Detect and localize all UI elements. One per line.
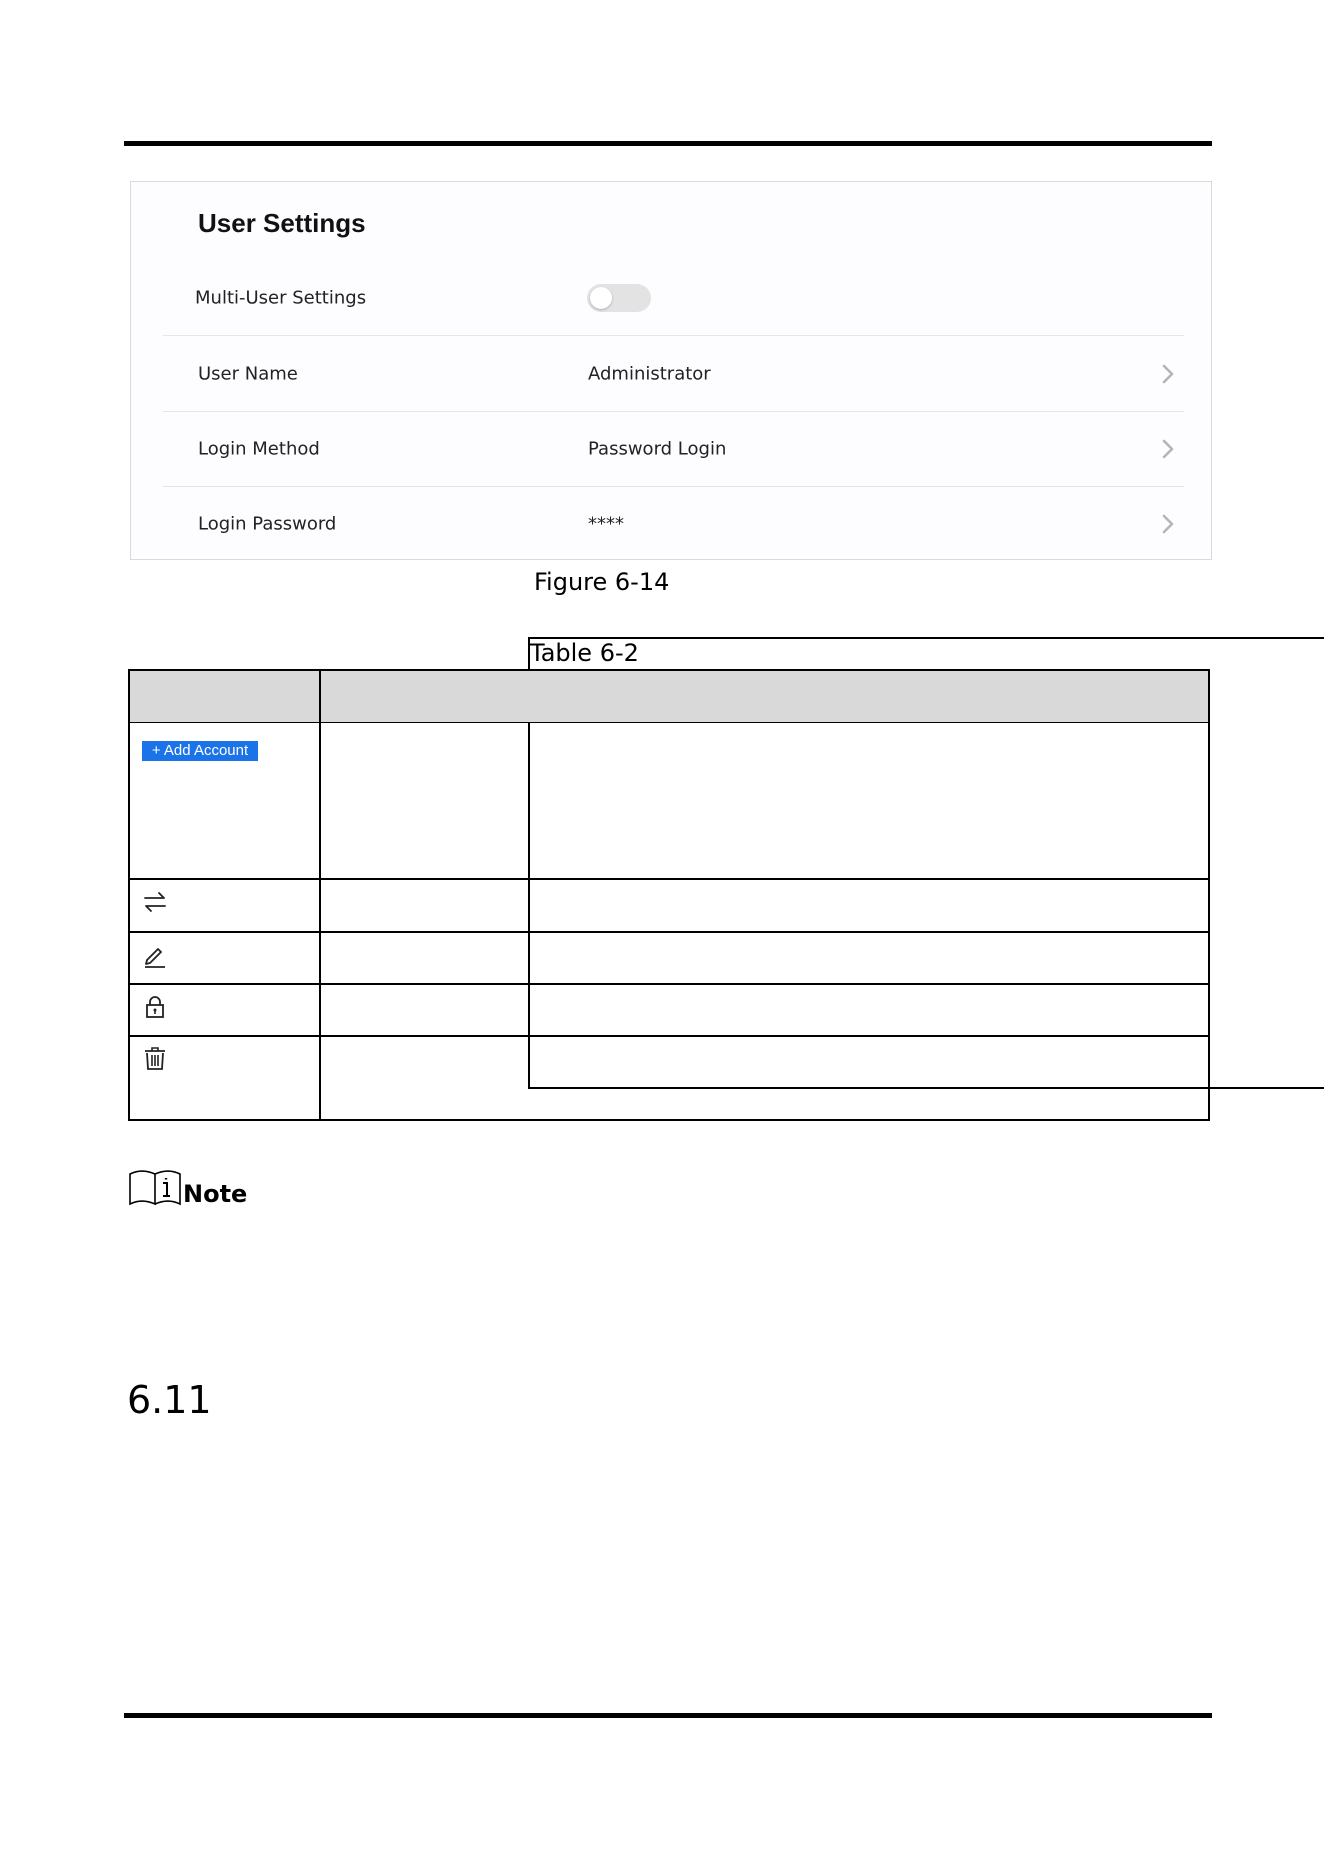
figure-caption: Figure 6-14	[534, 568, 670, 596]
delete-icon	[142, 1045, 168, 1071]
lock-icon	[142, 994, 168, 1020]
toggle-knob	[590, 287, 612, 309]
info-book-icon	[128, 1168, 182, 1208]
login-password-row[interactable]	[163, 486, 1184, 561]
user-name-label: User Name	[198, 363, 298, 384]
row-divider	[130, 931, 1208, 933]
chevron-right-icon	[1156, 437, 1180, 461]
note-label: Note	[183, 1180, 248, 1208]
table-header-row	[130, 671, 1208, 723]
row-divider	[130, 1035, 1208, 1037]
multi-user-toggle[interactable]	[587, 284, 651, 312]
header-rule	[124, 141, 1212, 146]
login-password-value: ****	[588, 513, 624, 534]
chevron-right-icon	[1156, 512, 1180, 536]
user-name-row[interactable]	[163, 336, 1184, 412]
chevron-right-icon	[1156, 362, 1180, 386]
login-method-value: Password Login	[588, 438, 727, 459]
multi-user-settings-label: Multi-User Settings	[195, 287, 367, 308]
user-settings-title: User Settings	[198, 208, 366, 238]
icon-description-table	[128, 669, 1210, 1121]
user-settings-screenshot	[130, 181, 1212, 560]
section-number: 6.11	[127, 1378, 212, 1422]
add-account-button[interactable]: + Add Account	[142, 741, 258, 761]
table-caption: Table 6-2	[528, 637, 1324, 1089]
row-divider	[130, 983, 1208, 985]
footer-rule	[124, 1713, 1212, 1718]
login-method-label: Login Method	[198, 438, 320, 459]
column-divider	[319, 671, 321, 1119]
login-password-label: Login Password	[198, 513, 337, 534]
row-divider	[130, 878, 1208, 880]
edit-icon	[142, 943, 168, 969]
user-name-value: Administrator	[588, 363, 711, 384]
switch-icon	[142, 889, 168, 915]
multi-user-settings-row	[163, 260, 1184, 336]
login-method-row[interactable]	[163, 411, 1184, 487]
